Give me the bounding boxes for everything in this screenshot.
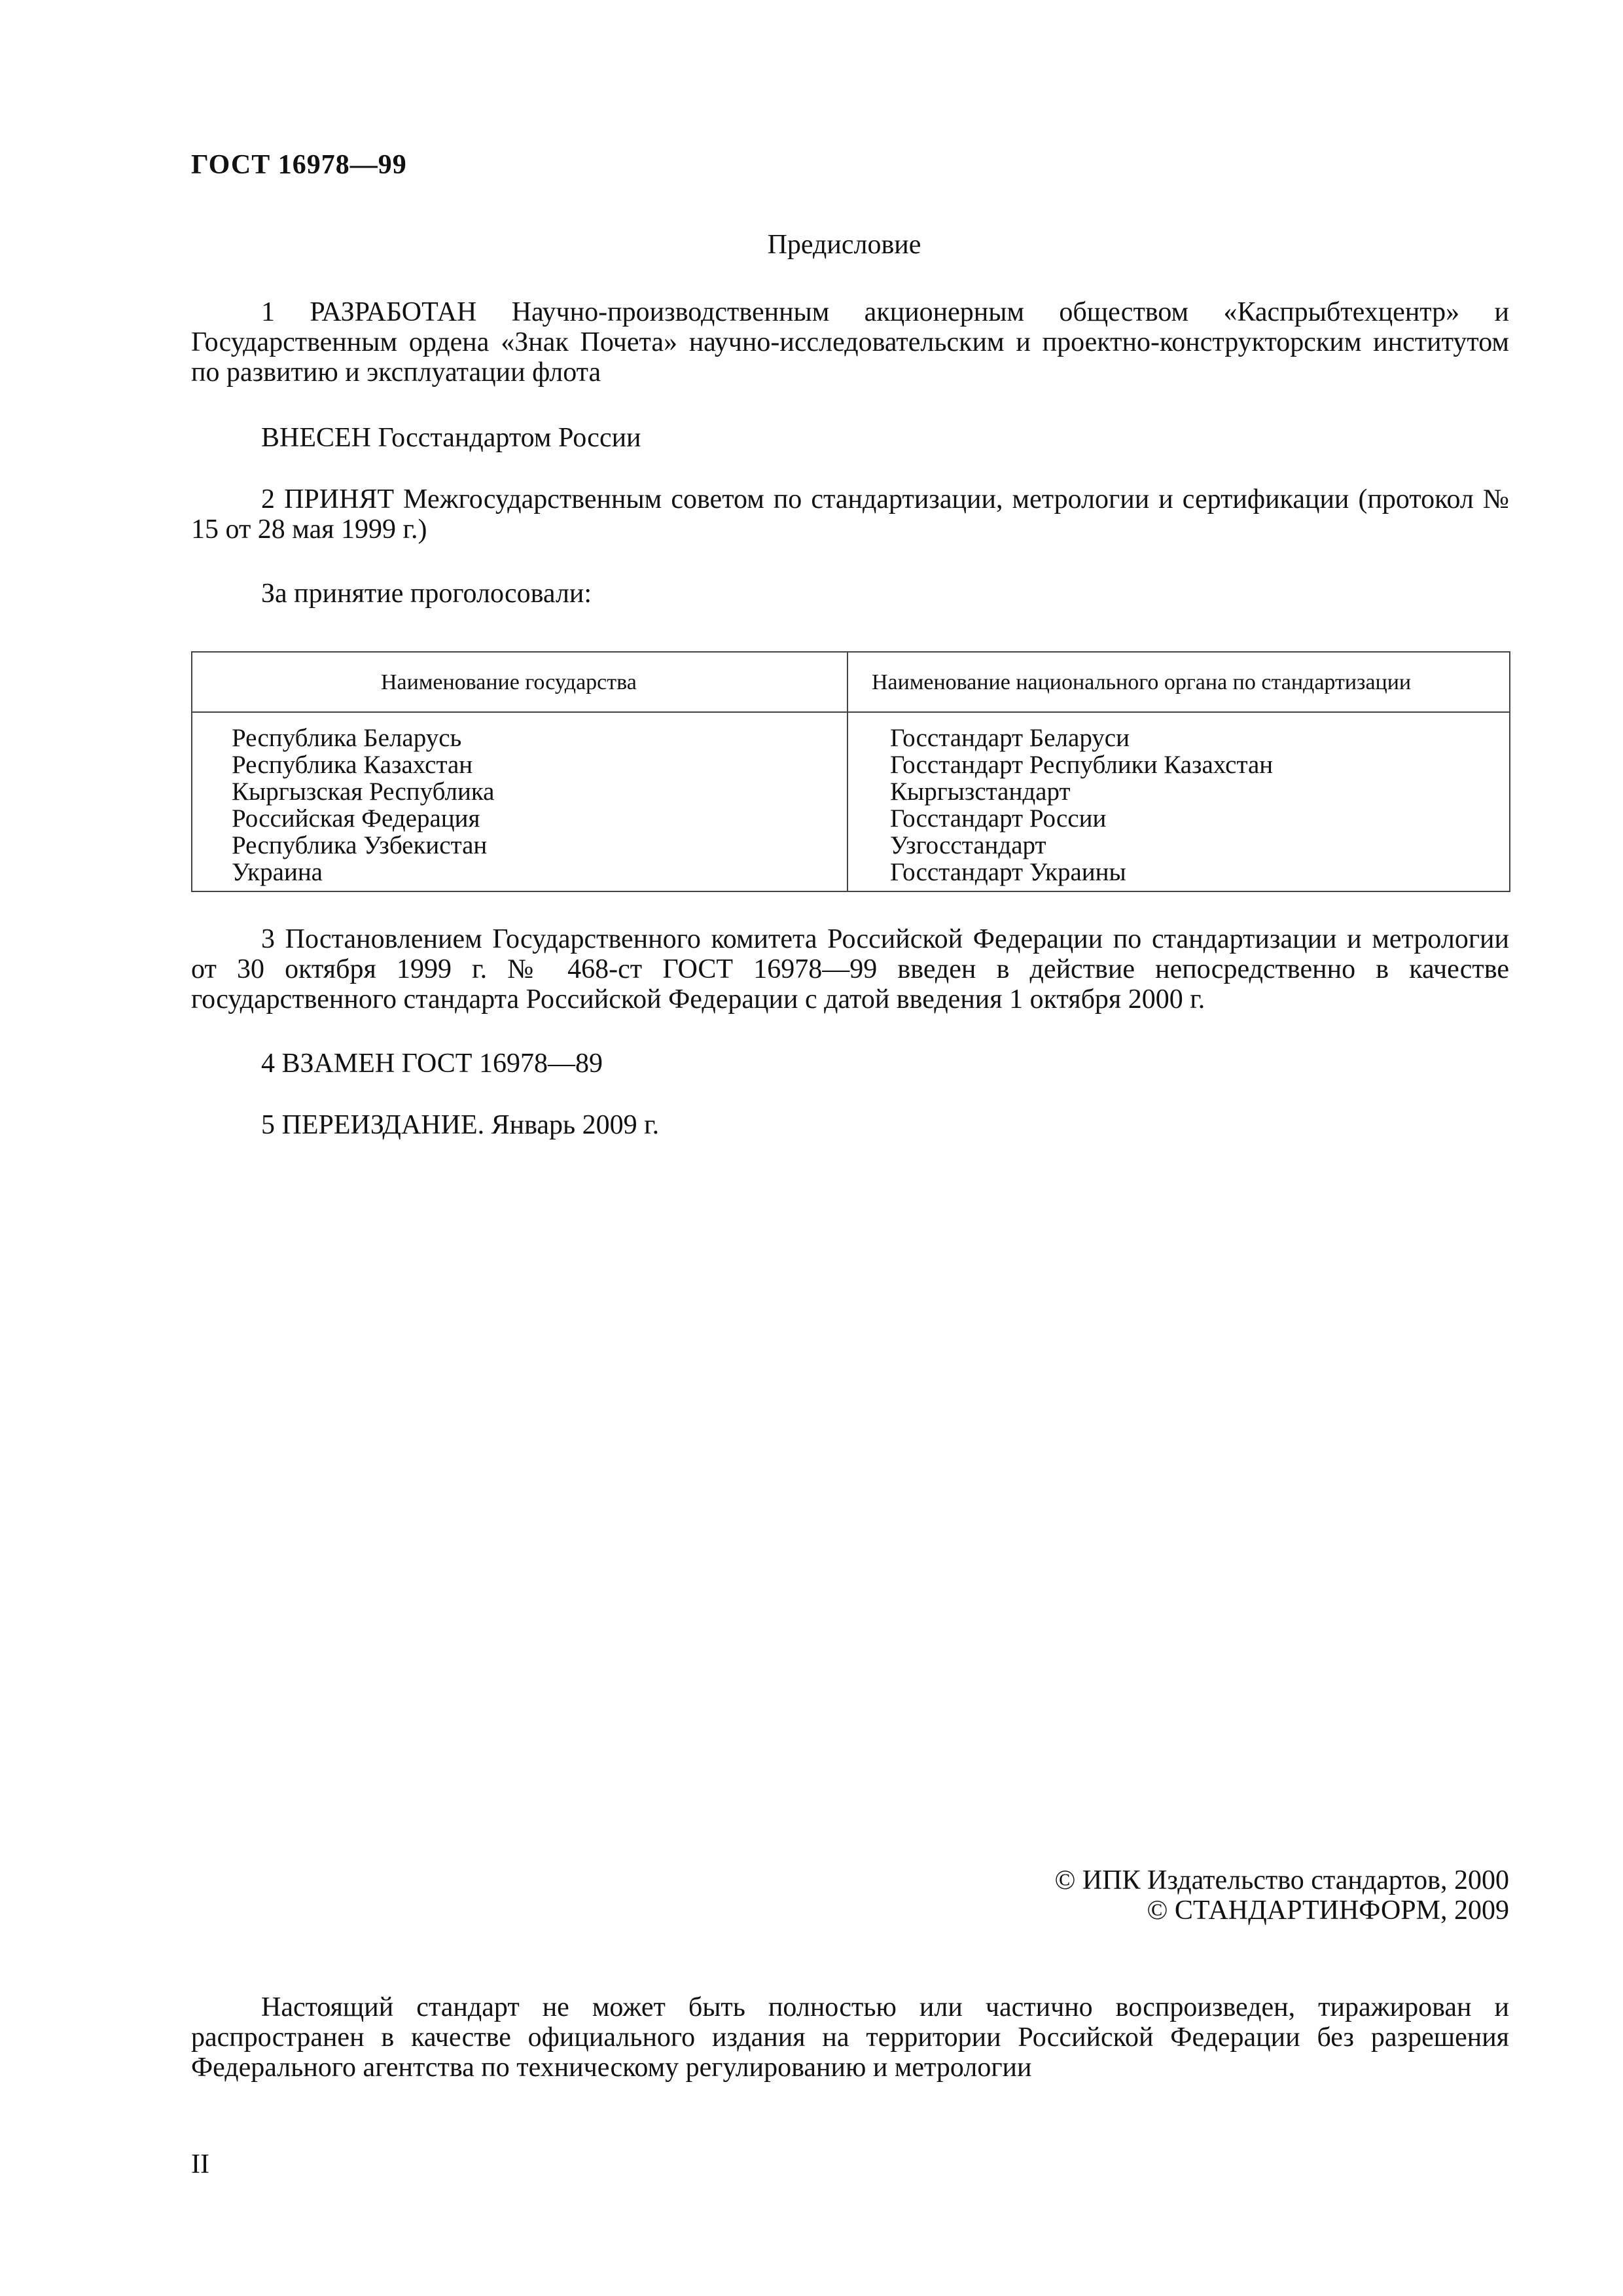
copyright-block [1054, 1865, 1509, 1926]
table-cell-national-body: Госстандарт России [890, 804, 1107, 833]
paragraph-developed: 1 РАЗРАБОТАН Научно-производственным акционерным обществом «Каспрыбтехцентр» и Государственным ордена «Знак Почета» научно-исследовательским и проектно-конструкторским институтом по развитию и эксплуатации флота [191, 297, 1509, 387]
table-cell-national-body: Кыргызстандарт [890, 778, 1071, 806]
table-cell-state: Украина [232, 858, 323, 886]
paragraph-voted: За принятие проголосовали: [261, 579, 592, 609]
state-list [232, 725, 494, 886]
paragraph-introduced: ВНЕСЕН Госстандартом России [261, 423, 641, 453]
table-cell-national-body: Госстандарт Республики Казахстан [890, 751, 1274, 779]
paragraph-replaces: 4 ВЗАМЕН ГОСТ 16978—89 [261, 1049, 603, 1079]
table-header-state: Наименование государства [381, 670, 637, 694]
reproduction-notice: Настоящий стандарт не может быть полностью или частично воспроизведен, тиражирован и распространен в качестве официального издания на территории Российской Федерации без разрешения Федерального агентства по техническому регулированию и метрологии [191, 1992, 1509, 2083]
table-cell-national-body: Госстандарт Украины [890, 858, 1126, 886]
paragraph-reissue: 5 ПЕРЕИЗДАНИЕ. Январь 2009 г. [261, 1110, 660, 1140]
table-cell-national-body: Госстандарт Беларуси [890, 724, 1130, 752]
copyright-line-publisher: © ИПК Издательство стандартов, 2000 [1054, 1865, 1509, 1895]
table-cell-state: Российская Федерация [232, 804, 480, 833]
national-body-list [890, 725, 1273, 886]
table-cell-state: Республика Беларусь [232, 724, 462, 752]
table-cell-state: Республика Узбекистан [232, 831, 488, 859]
page-number: II [191, 2149, 209, 2179]
foreword-title: Предисловие [767, 230, 921, 260]
document-code: ГОСТ 16978—99 [191, 150, 407, 180]
copyright-line-standartinform: © СТАНДАРТИНФОРМ, 2009 [1147, 1895, 1509, 1926]
paragraph-resolution: 3 Постановлением Государственного комитета Российской Федерации по стандартизации и метрологии от 30 октября 1999 г. № 468-ст ГОСТ 16978—99 введен в действие непосредственно в качестве государственного стандарта Российской Федерации с датой введения 1 октября 2000 г. [191, 924, 1509, 1014]
table-column-divider [847, 653, 848, 891]
voting-table [191, 651, 1510, 892]
table-cell-state: Республика Казахстан [232, 751, 473, 779]
table-cell-state: Кыргызская Республика [232, 778, 495, 806]
table-header-national-body: Наименование национального органа по стандартизации [872, 670, 1412, 694]
paragraph-adopted: 2 ПРИНЯТ Межгосударственным советом по стандартизации, метрологии и сертификации (протокол № 15 от 28 мая 1999 г.) [191, 484, 1509, 545]
table-cell-national-body: Узгосстандарт [890, 831, 1046, 859]
